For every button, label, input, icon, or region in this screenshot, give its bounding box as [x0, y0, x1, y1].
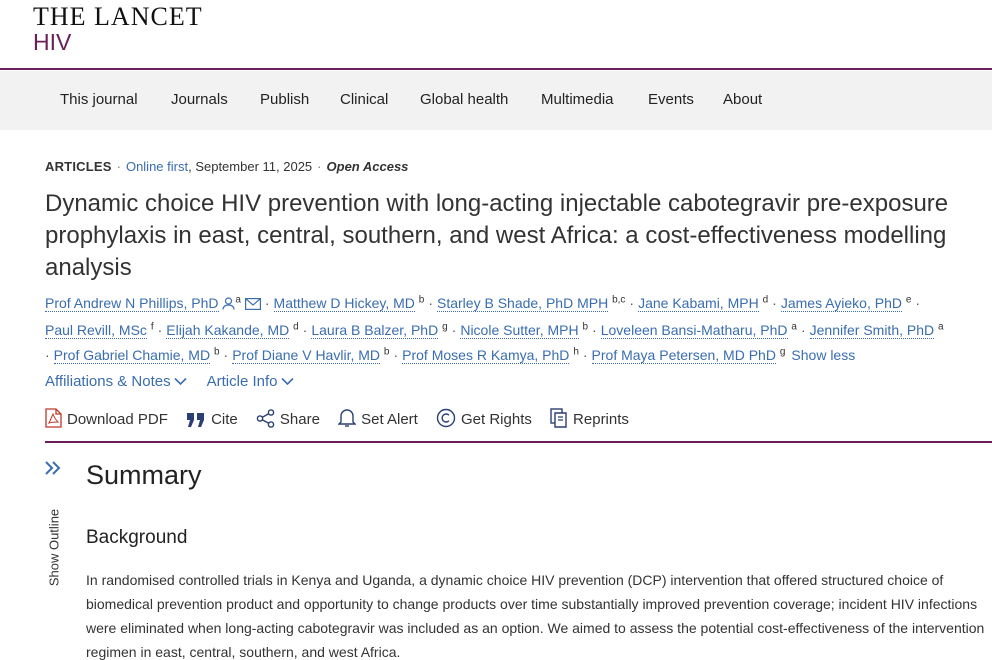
author-link[interactable]: Starley B Shade, PhD MPH	[437, 295, 609, 311]
open-access-badge: Open Access	[326, 159, 409, 174]
pdf-icon	[45, 408, 62, 428]
author-link[interactable]: Nicole Sutter, MPH	[460, 322, 579, 338]
author-affiliation: h	[573, 346, 579, 358]
author-affiliation: b	[383, 346, 390, 358]
article-info-dropdown[interactable]	[207, 373, 294, 390]
reprints-icon	[550, 408, 568, 428]
meta-separator: ·	[116, 159, 121, 174]
author-link[interactable]: Laura B Balzer, PhD	[311, 322, 439, 338]
chevron-down-icon	[281, 377, 294, 386]
author-affiliation: d	[762, 294, 769, 306]
article-meta	[45, 159, 408, 174]
download-pdf-label: Download PDF	[67, 411, 168, 428]
background-heading: Background	[86, 527, 188, 548]
nav-multimedia[interactable]: Multimedia	[541, 91, 614, 108]
download-pdf-button[interactable]	[45, 408, 168, 428]
show-outline-label: Show Outline	[46, 508, 62, 587]
copyright-icon	[436, 408, 456, 428]
masthead	[0, 0, 992, 70]
author-link[interactable]: Elijah Kakande, MD	[166, 322, 290, 338]
chevron-down-icon	[174, 377, 187, 386]
author-list: Prof Andrew N Phillips, PhD $^a$ · Matthew D Hickey, MD $^b$ · Starley B Shade, PhD MPH $^{b,c}$ · Jane Kabami, MPH $^d$ · James Ayieko, PhD $^e$ · Paul Revill, MSc $^f$ · Elijah Kakande, MD $^d$ · Laura B Balzer, PhD $^g$ · Nicole Sutter, MPH $^b$ · Loveleen Bansi-Matharu, PhD $^a$ · Jennifer Smith, PhD $^a$ · Prof Gabriel Chamie, MD $^b$ · Prof Diane V Havlir, MD $^b$ · Prof Moses R Kamya, PhD $^h$ · Prof Maya Petersen, MD PhD $^g$ Show less	[45, 294, 944, 363]
envelope-icon[interactable]	[245, 293, 261, 318]
author-affiliation: e	[905, 294, 912, 306]
article-type: ARTICLES	[45, 159, 112, 174]
nav-about[interactable]: About	[723, 91, 763, 108]
author-affiliation: a	[235, 294, 241, 306]
author-link[interactable]: Jane Kabami, MPH	[638, 295, 759, 311]
bell-icon	[338, 408, 356, 428]
set-alert-button[interactable]	[338, 408, 418, 428]
set-alert-label: Set Alert	[361, 411, 418, 428]
author-affiliation: g	[779, 346, 786, 358]
nav-events[interactable]: Events	[648, 91, 694, 108]
section-divider	[45, 441, 992, 443]
main-nav	[0, 71, 992, 130]
author-link[interactable]: Paul Revill, MSc	[45, 322, 147, 338]
article-toolbar	[45, 408, 643, 428]
author-link[interactable]: James Ayieko, PhD	[780, 295, 902, 311]
show-outline-toggle[interactable]	[40, 458, 70, 598]
summary-heading: Summary	[86, 460, 202, 490]
author-affiliation: f	[150, 321, 154, 333]
author-link[interactable]: Prof Moses R Kamya, PhD	[402, 347, 570, 363]
nav-this-journal[interactable]: This journal	[60, 91, 138, 108]
author-affiliation: a	[791, 321, 797, 333]
author-link[interactable]: Prof Diane V Havlir, MD	[232, 347, 381, 363]
nav-journals[interactable]: Journals	[171, 91, 228, 108]
person-icon	[222, 293, 235, 318]
journal-logo-hiv[interactable]: HIV	[33, 29, 72, 55]
article-dropdowns	[45, 373, 314, 390]
article-info-label: Article Info	[206, 373, 278, 390]
affiliations-label: Affiliations & Notes	[45, 373, 171, 390]
quote-icon	[186, 412, 206, 428]
author-link[interactable]: Prof Maya Petersen, MD PhD	[591, 347, 776, 363]
article-title: Dynamic choice HIV prevention with long-acting injectable cabotegravir pre-exposure prophylaxis in east, central, southern, and west Africa: a cost-effectiveness modelling analysis	[45, 190, 949, 281]
show-less-link[interactable]: Show less	[791, 347, 856, 363]
author-link[interactable]: Jennifer Smith, PhD	[809, 322, 935, 338]
author-link[interactable]: Prof Andrew N Phillips, PhD	[45, 295, 219, 311]
author-affiliation: d	[293, 321, 299, 333]
reprints-button[interactable]	[550, 408, 629, 428]
cite-label: Cite	[211, 411, 238, 428]
author-link[interactable]: Prof Gabriel Chamie, MD	[53, 347, 211, 363]
abstract-background-text: In randomised controlled trials in Kenya and Uganda, a dynamic choice HIV prevention (DCP) intervention that offered structured choice of biomedical prevention product and opportunity to change products over time substantially improved prevention coverage; incident HIV infections were eliminated when long-acting cabotegravir was included as an option. We aimed to assess the potential cost-effectiveness of the intervention regimen in east, central, southern, and west Africa.	[86, 572, 985, 660]
journal-logo-lancet[interactable]: THE LANCET	[33, 2, 203, 31]
nav-clinical[interactable]: Clinical	[340, 91, 389, 108]
author-link[interactable]: Loveleen Bansi-Matharu, PhD	[600, 322, 788, 338]
share-button[interactable]	[256, 409, 320, 428]
cite-button[interactable]	[186, 411, 238, 428]
author-affiliation: b	[582, 321, 589, 333]
meta-separator: ·	[317, 159, 322, 174]
author-affiliation: b	[213, 346, 220, 358]
get-rights-label: Get Rights	[461, 411, 532, 428]
author-affiliation: a	[938, 321, 944, 333]
nav-global-health[interactable]: Global health	[420, 91, 509, 108]
author-affiliation: b,c	[612, 294, 626, 306]
double-chevron-right-icon	[44, 460, 62, 476]
author-affiliation: b	[418, 294, 425, 306]
reprints-label: Reprints	[573, 411, 629, 428]
nav-publish[interactable]: Publish	[260, 91, 310, 108]
get-rights-button[interactable]	[436, 408, 532, 428]
author-link[interactable]: Matthew D Hickey, MD	[273, 295, 415, 311]
publish-date: , September 11, 2025	[188, 159, 313, 174]
share-label: Share	[279, 411, 320, 428]
share-icon	[256, 409, 275, 428]
author-affiliation: g	[442, 321, 448, 333]
online-first-link[interactable]: Online first	[125, 159, 189, 174]
affiliations-dropdown[interactable]	[45, 373, 187, 390]
